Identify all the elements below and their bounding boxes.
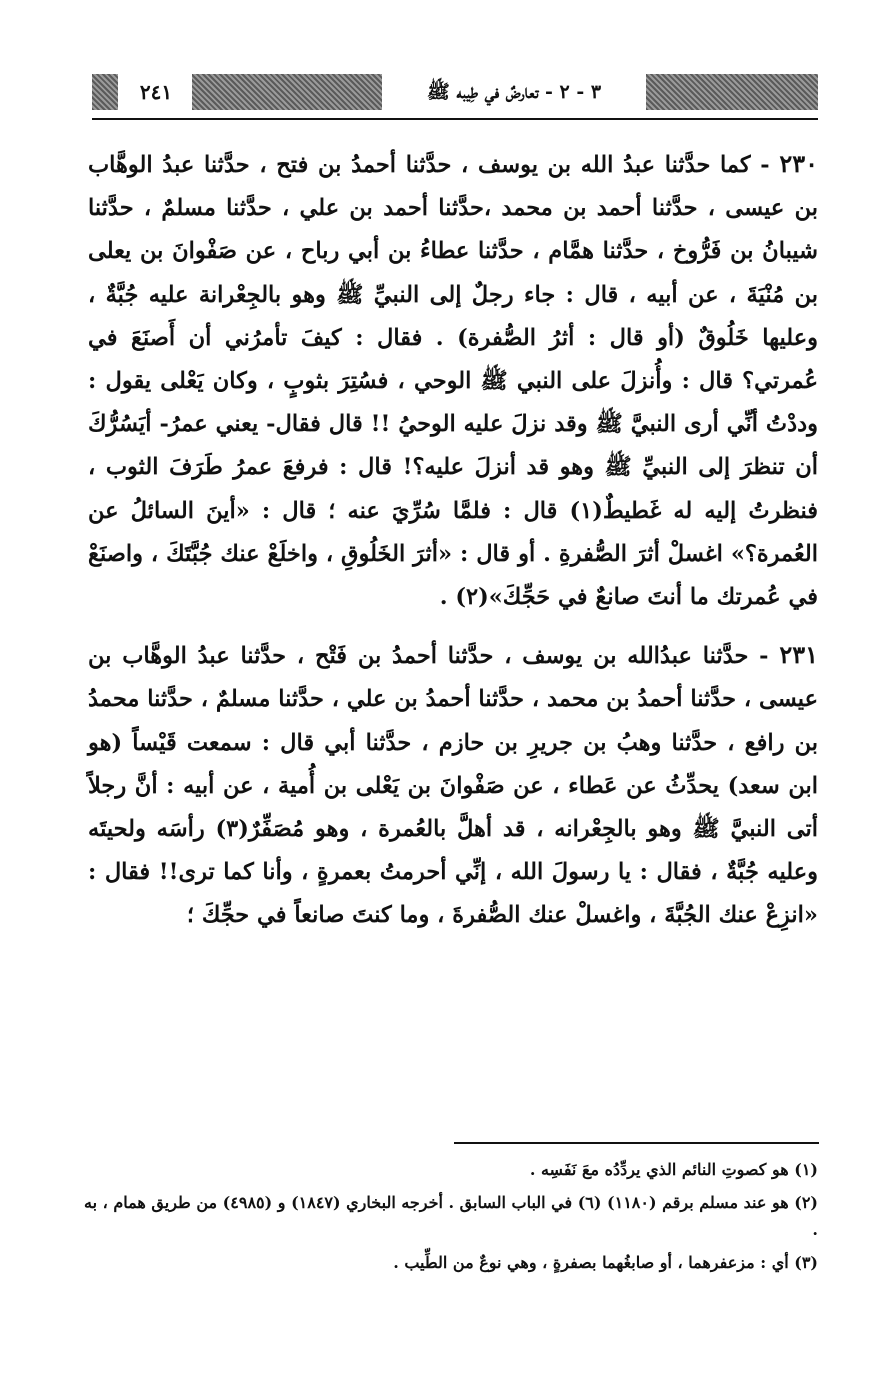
- footnote-3: (٣) أي : مزعفرهما ، أو صابغُهما بصفرةٍ ، وهي نوعٌ من الطِّيب .: [393, 1253, 818, 1272]
- page-header: [92, 64, 818, 116]
- hadith-paragraph-231: [88, 633, 818, 937]
- hadith-paragraph-230: [88, 142, 818, 619]
- footnotes: [80, 1156, 818, 1282]
- hadith-number: ٢٣٠: [779, 149, 818, 178]
- header-rule: [92, 118, 818, 120]
- footnote-1: (١) هو كصوتِ النائم الذي يردِّدُه معَ نَفَسِه .: [529, 1160, 818, 1179]
- page-body: [88, 142, 818, 952]
- footnote-rule: [454, 1142, 819, 1144]
- hadith-number: ٢٣١: [779, 640, 818, 670]
- hadith-text: - كما حدَّثنا عبدُ الله بن يوسف ، حدَّثنا أحمدُ بن فتح ، حدَّثنا عبدُ الوهَّاب بن عيسى ، حدَّثنا أحمد بن محمد ،حدَّثنا أحمد بن علي ، حدَّثنا مسلمٌ ، حدَّثنا شيبانُ بن فَرُّوخ ، حدَّثنا همَّام ، حدَّثنا عطاءُ بن أبي رباح ، عن صَفْوانَ بن يعلى بن مُنْيَةَ ، عن أبيه ، قال : جاء رجلٌ إلى النبيِّ ﷺ وهو بالجِعْرانة عليه جُبَّةٌ ، وعليها خَلُوقٌ (أو قال : أثرُ الصُّفرة) . فقال : كيفَ تأمرُني أن أَصنَعَ في عُمرتي؟ قال : وأُنزلَ على النبي ﷺ الوحي ، فسُتِرَ بثوبٍ ، وكان يَعْلى يقول : وددْتُ أنِّي أرى النبيَّ ﷺ وقد نزلَ عليه الوحيُ !! قال فقال- يعني عمرُ- أيَسُرُّكَ أن تنظرَ إلى النبيِّ ﷺ وهو قد أنزلَ عليه؟! قال : فرفعَ عمرُ طَرَفَ الثوب ، فنظرتُ إليه له غَطيطٌ(١) قال : فلمَّا سُرِّيَ عنه ؛ قال : «أينَ السائلُ عن العُمرة؟» اغسلْ أثرَ الصُّفرةِ . أو قال : «أثرَ الخَلُوقِ ، واخلَعْ عنك جُبَّتَكَ ، واصنَعْ في عُمرتك ما أنتَ صانعٌ في حَجِّكَ»(٢) .: [88, 152, 818, 611]
- header-ornament-right: [646, 74, 818, 110]
- header-ornament-left: [92, 74, 118, 110]
- header-ornament-middle: [192, 74, 382, 110]
- footnote-2: (٢) هو عند مسلم برقم (١١٨٠) (٦) في الباب السابق . أخرجه البخاري (١٨٤٧) و (٤٩٨٥) من طريق همام ، به .: [84, 1193, 818, 1239]
- page-number: ٢٤١: [139, 80, 173, 104]
- running-title: ٣ - ٢ - تعارضٌ في طِيبه ﷺ: [426, 81, 602, 103]
- hadith-text: - حدَّثنا عبدُالله بن يوسف ، حدَّثنا أحمدُ بن فَتْح ، حدَّثنا عبدُ الوهَّاب بن عيسى ، حدَّثنا أحمدُ بن محمد ، حدَّثنا أحمدُ بن علي ، حدَّثنا مسلمٌ ، حدَّثنا محمدُ بن رافع ، حدَّثنا وهبُ بن جريرِ بن حازم ، حدَّثنا أبي قال : سمعت قَيْساً (هو ابن سعد) يحدِّثُ عن عَطاء ، عن صَفْوانَ بن يَعْلى بن أُمية ، عن أبيه : أنَّ رجلاً أتى النبيَّ ﷺ وهو بالجِعْرانه ، قد أهلَّ بالعُمرة ، وهو مُصَفِّرٌ(٣) رأسَه ولحيتَه وعليه جُبَّةٌ ، فقال : يا رسولَ الله ، إنِّي أحرمتُ بعمرةٍ ، وأنا كما ترى!! فقال : «انزِعْ عنك الجُبَّةَ ، واغسلْ عنك الصُّفرةَ ، وما كنتَ صانعاً في حجِّكَ ؛: [88, 643, 818, 929]
